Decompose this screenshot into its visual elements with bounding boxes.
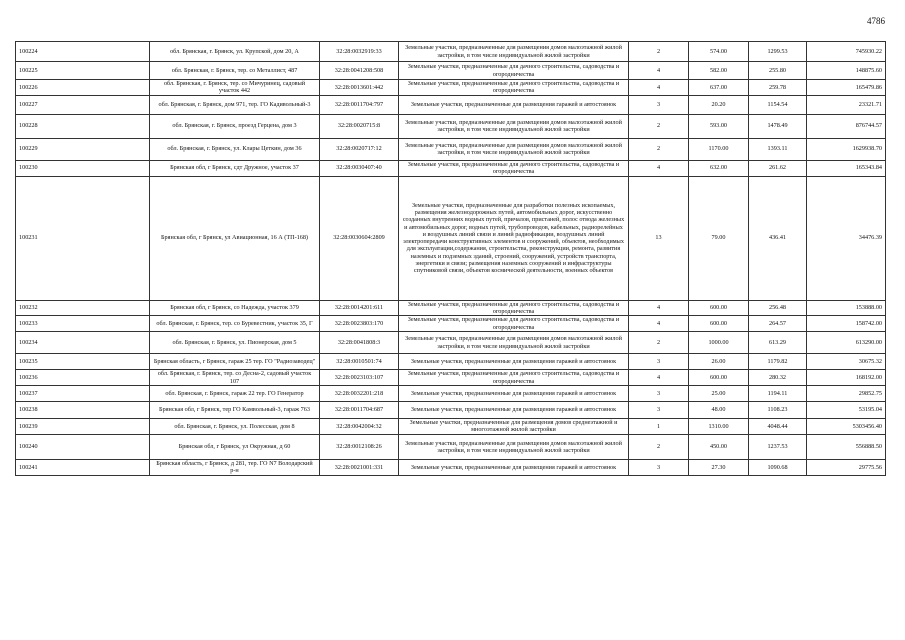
cadastral-value-cell: 153888.00	[807, 300, 886, 316]
table-row	[16, 138, 886, 160]
parcel-area-cell: 79.00	[689, 176, 749, 300]
parcel-area-cell: 48.00	[689, 401, 749, 418]
cadastral-number-cell: 32:28:0041808:3	[320, 332, 399, 354]
table-row	[16, 300, 886, 316]
specific-value-cell: 1194.11	[749, 385, 807, 401]
table-body	[16, 42, 886, 476]
parcel-id-cell: 100229	[16, 138, 150, 160]
parcel-address-cell: обл. Брянская, г. Брянск, тер. со Буревестник, участок 35, Г	[150, 316, 320, 332]
cadastral-value-cell: 148875.60	[807, 62, 886, 80]
cadastral-number-cell: 32:28:0012108:26	[320, 434, 399, 459]
specific-value-cell: 1237.53	[749, 434, 807, 459]
parcel-address-cell: обл. Брянская, г. Брянск, ул. Клары Цеткин, дом 36	[150, 138, 320, 160]
table-row	[16, 80, 886, 96]
land-use-cell: Земельные участки, предназначенные для размещения гаражей и автостоянок	[399, 385, 629, 401]
parcel-area-cell: 600.00	[689, 300, 749, 316]
parcel-address-cell: Брянская обл, г Брянск, тер ГО Камвольный-3, гараж 763	[150, 401, 320, 418]
table-row	[16, 160, 886, 176]
cadastral-number-cell: 32:28:0013601:442	[320, 80, 399, 96]
use-category-cell: 2	[629, 42, 689, 62]
land-use-cell: Земельные участки, предназначенные для размещения гаражей и автостоянок	[399, 354, 629, 370]
parcel-address-cell: обл. Брянская, г. Брянск, дом 971, тер. ГО Кадивольный-3	[150, 95, 320, 114]
cadastral-value-cell: 23321.71	[807, 95, 886, 114]
parcel-address-cell: Брянская область, г Брянск, гараж 25 тер. ГО "Радиозаводец"	[150, 354, 320, 370]
cadastral-value-cell: 165343.84	[807, 160, 886, 176]
parcel-address-cell: обл. Брянская, г. Брянск, тер. со Десна-2, садовый участок 107	[150, 370, 320, 386]
table-row	[16, 176, 886, 300]
cadastral-number-cell: 32:28:0041208:508	[320, 62, 399, 80]
land-use-cell: Земельные участки, предназначенные для дачного строительства, садоводства и огородничества	[399, 160, 629, 176]
parcel-id-cell: 100234	[16, 332, 150, 354]
parcel-area-cell: 582.00	[689, 62, 749, 80]
parcel-id-cell: 100239	[16, 418, 150, 434]
table-row	[16, 401, 886, 418]
parcel-address-cell: обл. Брянская, г. Брянск, гараж 22 тер. ГО Генератор	[150, 385, 320, 401]
specific-value-cell: 259.78	[749, 80, 807, 96]
cadastral-number-cell: 32:28:0021001:331	[320, 459, 399, 475]
cadastral-number-cell: 32:28:0020717:12	[320, 138, 399, 160]
specific-value-cell: 613.29	[749, 332, 807, 354]
land-use-cell: Земельные участки, предназначенные для дачного строительства, садоводства и огородничества	[399, 62, 629, 80]
parcel-id-cell: 100224	[16, 42, 150, 62]
parcel-id-cell: 100237	[16, 385, 150, 401]
cadastral-number-cell: 32:28:0014201:611	[320, 300, 399, 316]
parcel-area-cell: 26.00	[689, 354, 749, 370]
land-use-cell: Земельные участки, предназначенные для дачного строительства, садоводства и огородничества	[399, 370, 629, 386]
use-category-cell: 4	[629, 80, 689, 96]
cadastral-number-cell: 32:28:0011704:797	[320, 95, 399, 114]
parcel-id-cell: 100227	[16, 95, 150, 114]
cadastral-number-cell: 32:28:0023803:170	[320, 316, 399, 332]
cadastral-value-cell: 5303456.40	[807, 418, 886, 434]
parcel-id-cell: 100241	[16, 459, 150, 475]
specific-value-cell: 280.32	[749, 370, 807, 386]
use-category-cell: 2	[629, 138, 689, 160]
parcel-area-cell: 632.00	[689, 160, 749, 176]
use-category-cell: 3	[629, 354, 689, 370]
specific-value-cell: 1108.23	[749, 401, 807, 418]
land-use-cell: Земельные участки, предназначенные для дачного строительства, садоводства и огородничества	[399, 316, 629, 332]
parcel-id-cell: 100233	[16, 316, 150, 332]
parcel-id-cell: 100230	[16, 160, 150, 176]
specific-value-cell: 4048.44	[749, 418, 807, 434]
use-category-cell: 2	[629, 114, 689, 138]
parcel-address-cell: обл. Брянская, г. Брянск, проезд Герцена, дом 3	[150, 114, 320, 138]
parcel-id-cell: 100228	[16, 114, 150, 138]
cadastral-value-cell: 613290.00	[807, 332, 886, 354]
parcel-area-cell: 600.00	[689, 316, 749, 332]
cadastral-number-cell: 32:28:0030407:40	[320, 160, 399, 176]
cadastral-value-cell: 34476.39	[807, 176, 886, 300]
parcel-id-cell: 100225	[16, 62, 150, 80]
cadastral-number-cell: 32:28:0020715:8	[320, 114, 399, 138]
cadastral-value-cell: 30675.32	[807, 354, 886, 370]
land-use-cell: Земельные участки, предназначенные для размещения домов малоэтажной жилой застройки, в том числе индивидуальной жилой застройки	[399, 332, 629, 354]
table-row	[16, 332, 886, 354]
specific-value-cell: 255.80	[749, 62, 807, 80]
parcel-address-cell: обл. Брянская, г. Брянск, тер. со Мичуринец, садовый участок 442	[150, 80, 320, 96]
parcel-id-cell: 100240	[16, 434, 150, 459]
use-category-cell: 4	[629, 300, 689, 316]
use-category-cell: 2	[629, 434, 689, 459]
use-category-cell: 3	[629, 401, 689, 418]
cadastral-value-table	[15, 41, 886, 476]
table-row	[16, 95, 886, 114]
land-use-cell: Земельные участки, предназначенные для дачного строительства, садоводства и огородничества	[399, 300, 629, 316]
land-use-cell: Земельные участки, предназначенные для размещения гаражей и автостоянок	[399, 459, 629, 475]
table-row	[16, 354, 886, 370]
parcel-address-cell: Брянская обл, г Брянск, сдт Дружное, участок 37	[150, 160, 320, 176]
land-use-cell: Земельные участки, предназначенные для размещения гаражей и автостоянок	[399, 401, 629, 418]
cadastral-number-cell: 32:28:0010501:74	[320, 354, 399, 370]
table-row	[16, 418, 886, 434]
parcel-id-cell: 100236	[16, 370, 150, 386]
use-category-cell: 13	[629, 176, 689, 300]
table-row	[16, 114, 886, 138]
parcel-address-cell: Брянская обл, г Брянск, со Надежда, участок 379	[150, 300, 320, 316]
table-row	[16, 42, 886, 62]
land-use-cell: Земельные участки, предназначенные для размещения домов малоэтажной жилой застройки, в том числе индивидуальной жилой застройки	[399, 114, 629, 138]
land-use-cell: Земельные участки, предназначенные для размещения гаражей и автостоянок	[399, 95, 629, 114]
table-row	[16, 316, 886, 332]
specific-value-cell: 256.48	[749, 300, 807, 316]
cadastral-value-cell: 53195.04	[807, 401, 886, 418]
land-use-cell: Земельные участки, предназначенные для дачного строительства, садоводства и огородничества	[399, 80, 629, 96]
use-category-cell: 4	[629, 370, 689, 386]
table-row	[16, 370, 886, 386]
cadastral-value-cell: 165479.86	[807, 80, 886, 96]
specific-value-cell: 1154.54	[749, 95, 807, 114]
land-use-cell: Земельные участки, предназначенные для разработки полезных ископаемых, размещения железнодорожных путей, автомобильных дорог, искусственно созданных внутренних водных путей, причалов, пристаней, полос отвода железных и автомобильных дорог, водных путей, трубопроводов, кабельных, радиорелейных и воздушных линий связи и линий радиофикации, воздушных линий электропередачи конструктивных элементов и сооружений, объектов, необходимых для эксплуатации,содержания, строительства, реконструкции, ремонта, развития наземных и подземных зданий, строений, сооружений, устройств транспорта, энергетики и связи; размещения наземных сооружений и инфраструктуры спутниковой связи, объектов космической деятельности, военных объектов	[399, 176, 629, 300]
parcel-area-cell: 1000.00	[689, 332, 749, 354]
parcel-area-cell: 450.00	[689, 434, 749, 459]
land-use-cell: Земельные участки, предназначенные для размещения домов среднеэтажной и многоэтажной жилой застройки	[399, 418, 629, 434]
parcel-id-cell: 100232	[16, 300, 150, 316]
use-category-cell: 4	[629, 160, 689, 176]
use-category-cell: 3	[629, 95, 689, 114]
parcel-id-cell: 100235	[16, 354, 150, 370]
cadastral-value-cell: 556888.50	[807, 434, 886, 459]
specific-value-cell: 1179.82	[749, 354, 807, 370]
table-row	[16, 459, 886, 475]
cadastral-number-cell: 32:28:0011704:687	[320, 401, 399, 418]
parcel-address-cell: Брянская обл, г Брянск, ул Окружная, д 60	[150, 434, 320, 459]
use-category-cell: 4	[629, 62, 689, 80]
parcel-address-cell: Брянская область, г Брянск, д 281, тер. ГО N7 Володарский р-н	[150, 459, 320, 475]
cadastral-value-cell: 29775.56	[807, 459, 886, 475]
cadastral-number-cell: 32:28:0023103:107	[320, 370, 399, 386]
specific-value-cell: 261.62	[749, 160, 807, 176]
table-row	[16, 434, 886, 459]
cadastral-value-cell: 876744.57	[807, 114, 886, 138]
cadastral-value-cell: 168192.00	[807, 370, 886, 386]
use-category-cell: 1	[629, 418, 689, 434]
use-category-cell: 3	[629, 385, 689, 401]
parcel-area-cell: 600.00	[689, 370, 749, 386]
parcel-area-cell: 1310.00	[689, 418, 749, 434]
parcel-area-cell: 574.00	[689, 42, 749, 62]
specific-value-cell: 436.41	[749, 176, 807, 300]
specific-value-cell: 1090.68	[749, 459, 807, 475]
parcel-area-cell: 637.00	[689, 80, 749, 96]
land-use-cell: Земельные участки, предназначенные для размещения домов малоэтажной жилой застройки, в том числе индивидуальной жилой застройки	[399, 138, 629, 160]
parcel-area-cell: 27.30	[689, 459, 749, 475]
cadastral-value-cell: 29852.75	[807, 385, 886, 401]
cadastral-value-cell: 1629938.70	[807, 138, 886, 160]
parcel-area-cell: 1170.00	[689, 138, 749, 160]
parcel-id-cell: 100226	[16, 80, 150, 96]
parcel-area-cell: 593.00	[689, 114, 749, 138]
parcel-address-cell: обл. Брянская, г. Брянск, ул. Крупской, дом 20, А	[150, 42, 320, 62]
parcel-id-cell: 100231	[16, 176, 150, 300]
parcel-area-cell: 25.00	[689, 385, 749, 401]
cadastral-number-cell: 32:28:0030604:2809	[320, 176, 399, 300]
cadastral-number-cell: 32:28:0042004:32	[320, 418, 399, 434]
parcel-address-cell: обл. Брянская, г. Брянск, ул. Полесская, дом 8	[150, 418, 320, 434]
parcel-address-cell: Брянская обл, г Брянск, ул Авиационная, 16 А (ТП-168)	[150, 176, 320, 300]
use-category-cell: 3	[629, 459, 689, 475]
cadastral-number-cell: 32:28:0032919:33	[320, 42, 399, 62]
table-row	[16, 385, 886, 401]
parcel-address-cell: обл. Брянская, г. Брянск, ул. Пионерская, дом 5	[150, 332, 320, 354]
use-category-cell: 2	[629, 332, 689, 354]
specific-value-cell: 1299.53	[749, 42, 807, 62]
table-row	[16, 62, 886, 80]
specific-value-cell: 264.57	[749, 316, 807, 332]
land-use-cell: Земельные участки, предназначенные для размещения домов малоэтажной жилой застройки, в том числе индивидуальной жилой застройки	[399, 434, 629, 459]
cadastral-number-cell: 32:28:0032201:218	[320, 385, 399, 401]
page-number: 4786	[867, 16, 885, 26]
use-category-cell: 4	[629, 316, 689, 332]
parcel-id-cell: 100238	[16, 401, 150, 418]
specific-value-cell: 1393.11	[749, 138, 807, 160]
parcel-area-cell: 20.20	[689, 95, 749, 114]
cadastral-value-cell: 745930.22	[807, 42, 886, 62]
cadastral-value-cell: 158742.00	[807, 316, 886, 332]
specific-value-cell: 1478.49	[749, 114, 807, 138]
parcel-address-cell: обл. Брянская, г. Брянск, тер. со Металлист, 487	[150, 62, 320, 80]
land-use-cell: Земельные участки, предназначенные для размещения домов малоэтажной жилой застройки, в том числе индивидуальной жилой застройки	[399, 42, 629, 62]
